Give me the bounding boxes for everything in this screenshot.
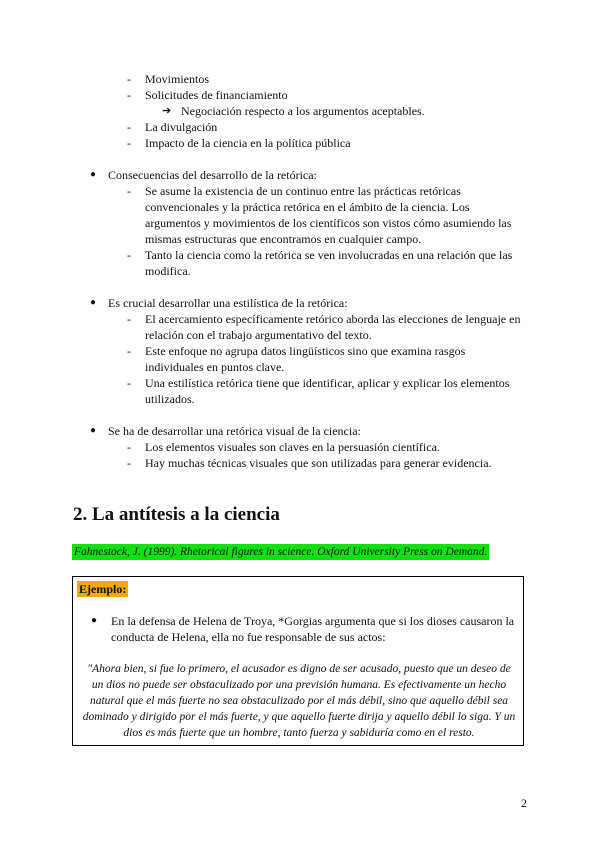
list-item: La divulgación bbox=[145, 120, 218, 134]
bullet-icon: ● bbox=[90, 169, 97, 180]
dash-marker: - bbox=[127, 440, 131, 454]
list-item: Movimientos bbox=[145, 72, 210, 86]
dash-marker: - bbox=[127, 184, 131, 198]
list-item-line: argumentos y movimientos de los científicos son vistos cómo asumiendo las bbox=[145, 216, 512, 230]
bullet-icon: ● bbox=[90, 425, 97, 436]
list-item-line: utilizados. bbox=[145, 392, 195, 406]
citation-highlight: Fahnestock, J. (1999). Rhetorical figures in science. Oxford University Press on Demand. bbox=[74, 546, 488, 558]
example-text-line: En la defensa de Helena de Troya, *Gorgias argumenta que si los dioses causaron la bbox=[111, 614, 515, 628]
example-quote: "Ahora bien, si fue lo primero, el acusador es digno de ser acusado, puesto que un deseo de un dios no puede ser obstaculizado por una previsión humana. Es efectivamente un hecho natural que el más fuerte no sea obstaculizado por el más débil, sino que aquello débil sea dominado y dirigido por el más fuerte, y que aquello fuerte dirija y aquello débil lo siga. Y un dios es más fuerte que un hombre, tanto fuerza y sabiduría como en el resto. bbox=[82, 663, 516, 739]
dash-marker: - bbox=[127, 72, 131, 86]
bullet-icon: ● bbox=[91, 615, 98, 626]
list-item-line: Hay muchas técnicas visuales que son utilizadas para generar evidencia. bbox=[145, 456, 492, 470]
list-item-line: relación con el trabajo argumentativo del texto. bbox=[145, 328, 372, 342]
list-item: Impacto de la ciencia en la política pública bbox=[145, 136, 351, 150]
list-item-line: Este enfoque no agrupa datos lingüísticos sino que examina rasgos bbox=[145, 344, 466, 358]
list-item-line: Se asume la existencia de un continuo entre las prácticas retóricas bbox=[145, 184, 461, 198]
list-item-line: mismas estructuras que encontramos en cualquier campo. bbox=[145, 232, 422, 246]
list-item-line: El acercamiento específicamente retórico aborda las elecciones de lenguaje en bbox=[145, 312, 521, 326]
dash-marker: - bbox=[127, 376, 131, 390]
example-label: Ejemplo: bbox=[79, 582, 127, 596]
sub-list-item: Negociación respecto a los argumentos aceptables. bbox=[181, 104, 425, 118]
dash-marker: - bbox=[127, 456, 131, 470]
dash-marker: - bbox=[127, 88, 131, 102]
dash-marker: - bbox=[127, 248, 131, 262]
dash-marker: - bbox=[127, 136, 131, 150]
bullet-heading: Es crucial desarrollar una estilística de la retórica: bbox=[108, 296, 348, 310]
bullet-icon: ● bbox=[90, 297, 97, 308]
dash-marker: - bbox=[127, 312, 131, 326]
page-number: 2 bbox=[521, 796, 527, 810]
list-item-line: Tanto la ciencia como la retórica se ven involucradas en una relación que las bbox=[145, 248, 513, 262]
arrow-right-icon: ➔ bbox=[162, 105, 172, 117]
bullet-heading: Se ha de desarrollar una retórica visual de la ciencia: bbox=[108, 424, 361, 438]
list-item-line: convencionales y la práctica retórica en el ámbito de la ciencia. Los bbox=[145, 200, 470, 214]
list-item-line: Los elementos visuales son claves en la persuasión científica. bbox=[145, 440, 440, 454]
list-item-line: Una estilística retórica tiene que identificar, aplicar y explicar los elementos bbox=[145, 376, 510, 390]
example-box bbox=[72, 576, 524, 746]
section-heading: 2. La antítesis a la ciencia bbox=[73, 504, 280, 525]
list-item: Solicitudes de financiamiento bbox=[145, 88, 288, 102]
example-text-line: conducta de Helena, ella no fue responsable de sus actos: bbox=[111, 630, 386, 644]
dash-marker: - bbox=[127, 120, 131, 134]
list-item-line: individuales en puntos clave. bbox=[145, 360, 285, 374]
list-item-line: modifica. bbox=[145, 264, 191, 278]
dash-marker: - bbox=[127, 344, 131, 358]
bullet-heading: Consecuencias del desarrollo de la retórica: bbox=[108, 168, 317, 182]
